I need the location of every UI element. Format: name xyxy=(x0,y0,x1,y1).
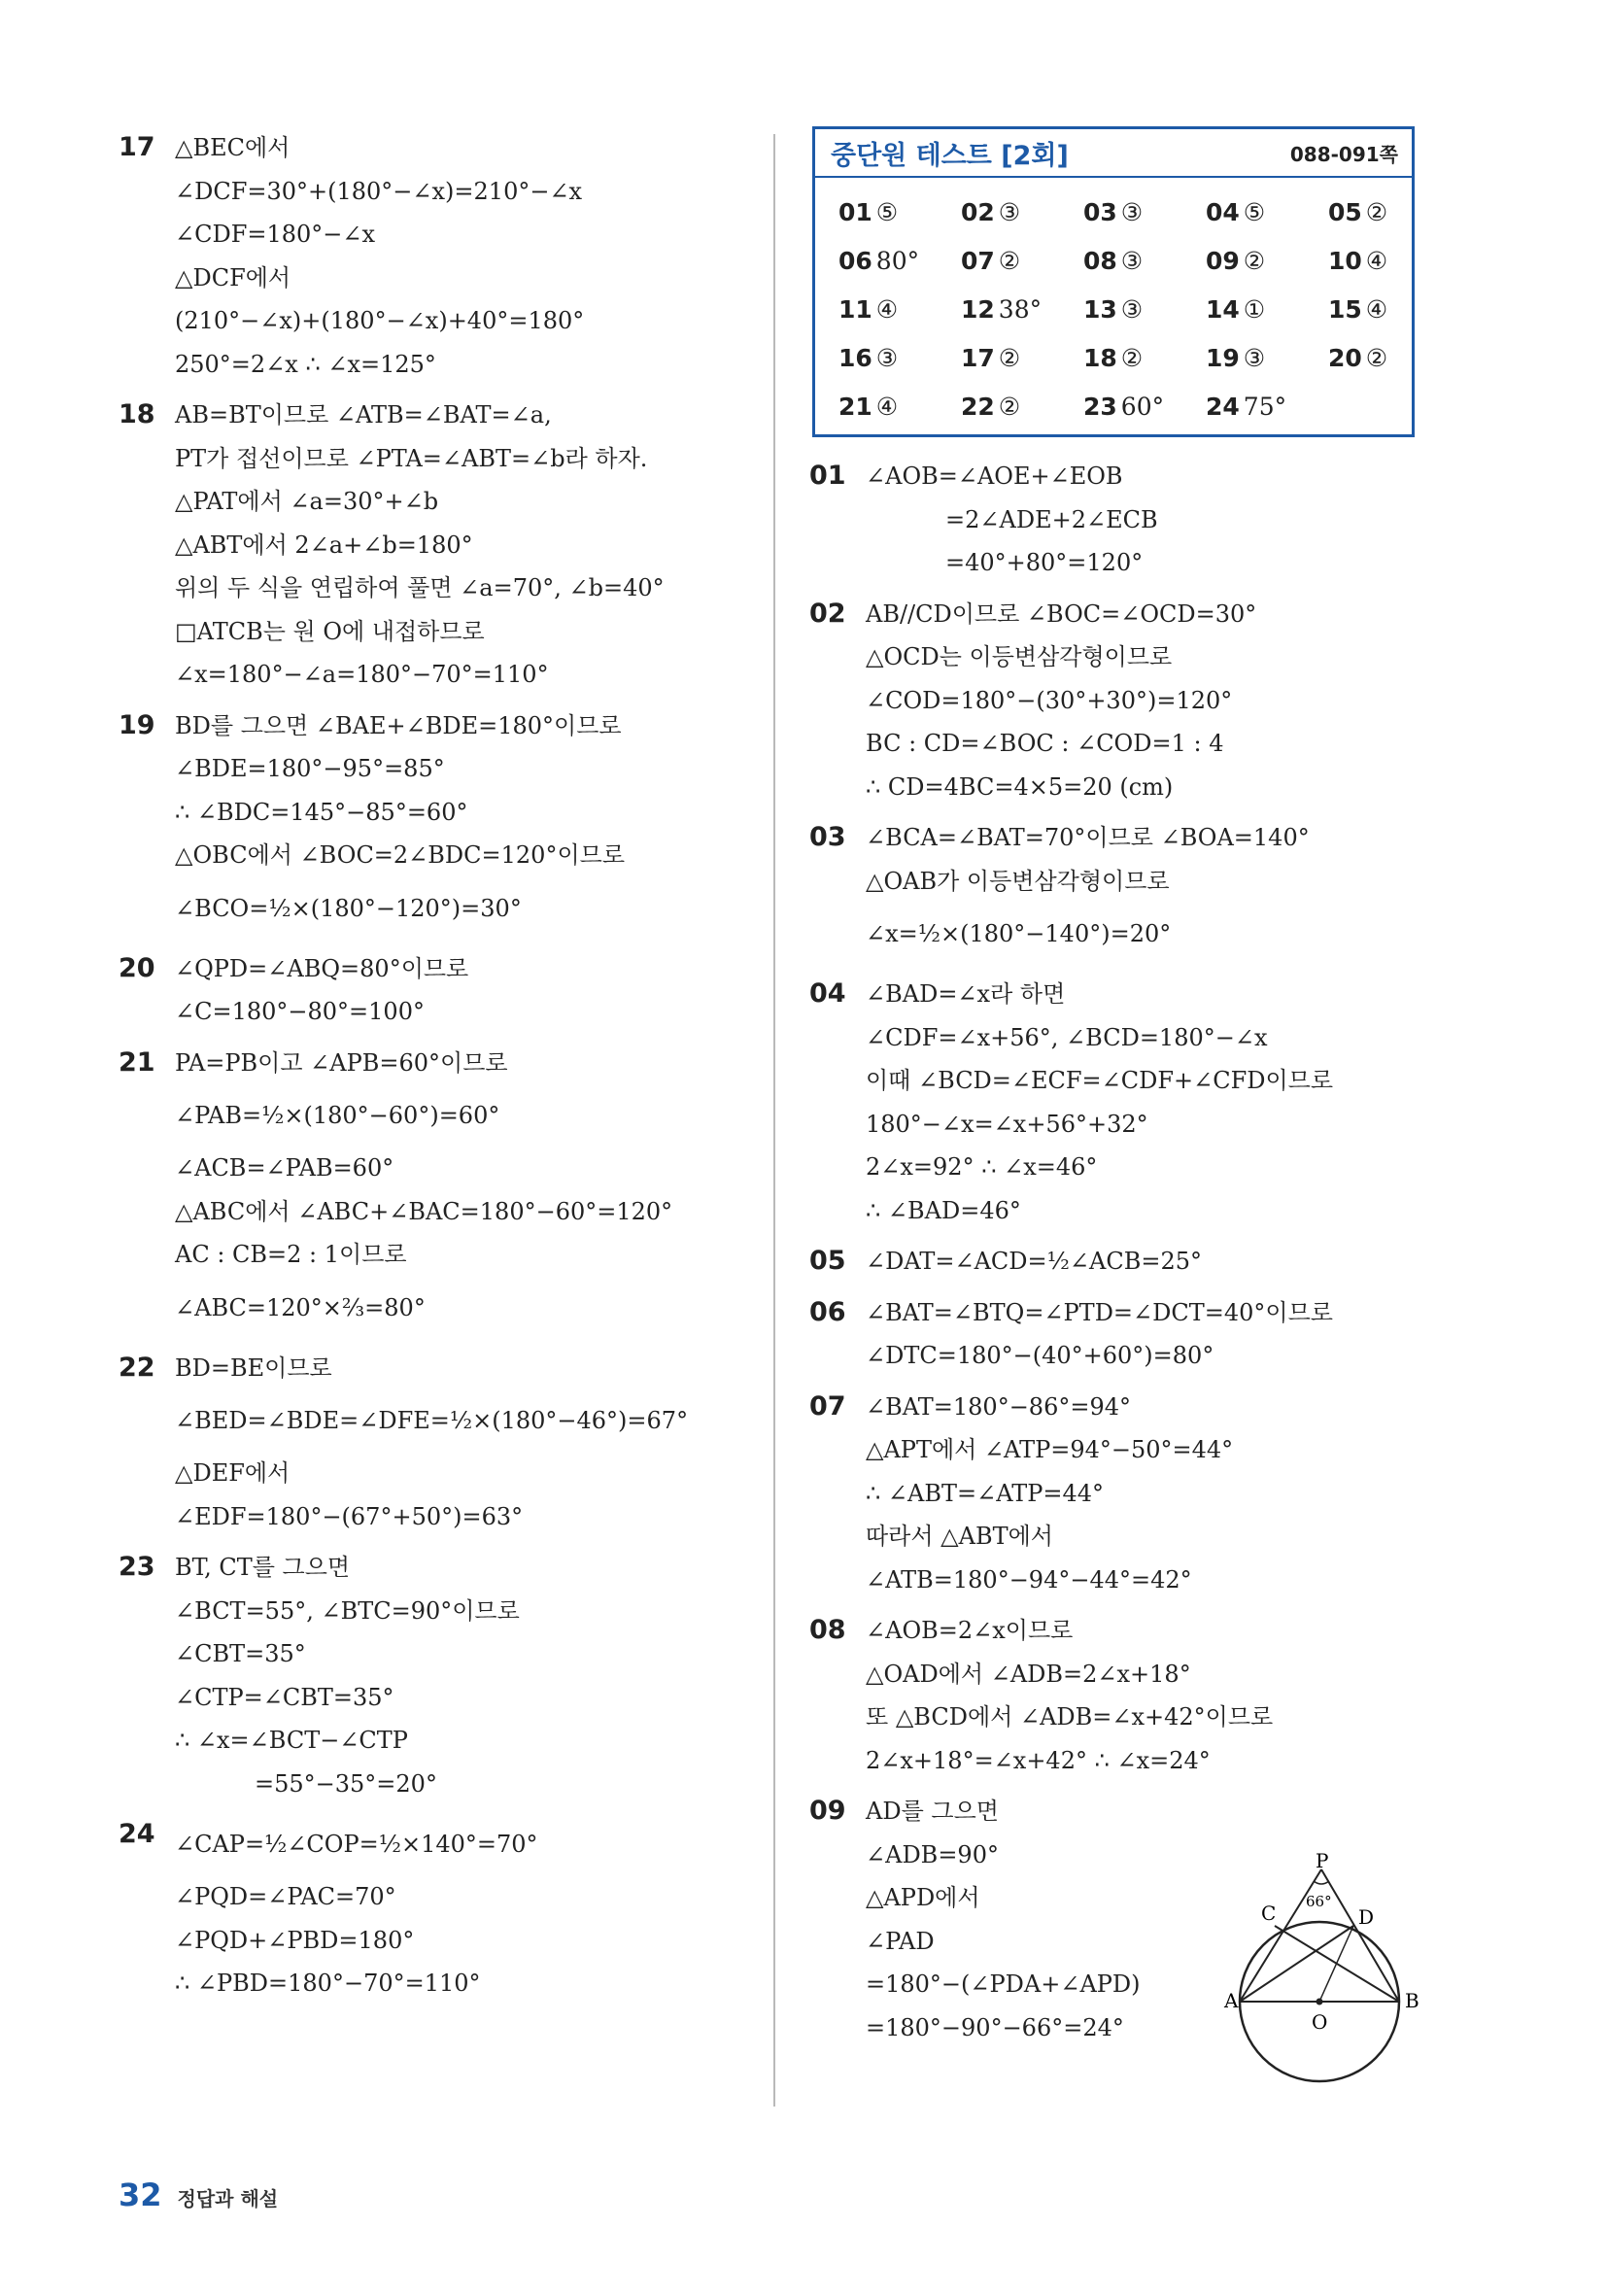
label-angle: 66° xyxy=(1306,1893,1332,1910)
answer-value: ② xyxy=(1365,344,1388,372)
solution-line: △OAD에서 ∠ADB=2∠x+18° xyxy=(866,1660,1191,1688)
solution-line: ∠BAT=∠BTQ=∠PTD=∠DCT=40°이므로 xyxy=(866,1298,1333,1326)
answer-cell xyxy=(1083,191,1206,234)
answer-number: 19 xyxy=(1206,344,1240,372)
answer-cell xyxy=(1328,191,1451,234)
solution-lines xyxy=(866,1386,1441,1602)
answer-grid xyxy=(815,178,1412,428)
solution-22 xyxy=(119,1347,750,1539)
solution-21 xyxy=(119,1042,750,1339)
answer-cell xyxy=(838,191,961,234)
solution-line: ∴ CD=4BC=4×5=20 (cm) xyxy=(866,772,1174,801)
solution-line: ∠BAD=∠x라 하면 xyxy=(866,980,1066,1008)
answer-cell xyxy=(961,191,1083,234)
problem-number: 23 xyxy=(119,1552,155,1582)
answer-value: ① xyxy=(1243,295,1266,324)
solution-line: AB=BT이므로 ∠ATB=∠BAT=∠a, xyxy=(175,401,552,428)
answer-value: ④ xyxy=(875,393,899,421)
problem-number: 01 xyxy=(809,461,846,491)
answer-value: ⑤ xyxy=(1243,198,1266,226)
answer-cell xyxy=(838,240,961,283)
answer-cell xyxy=(1083,337,1206,380)
solution-line: AC : CB=2 : 1이므로 xyxy=(175,1241,407,1268)
unit-test-pages: 088-091쪽 xyxy=(1289,142,1398,166)
solution-05 xyxy=(809,1240,1441,1284)
solution-line: AB//CD이므로 ∠BOC=∠OCD=30° xyxy=(866,600,1257,628)
answer-cell xyxy=(961,289,1083,331)
solution-line: ∠AOB=2∠x이므로 xyxy=(866,1617,1074,1644)
solution-line: =40°+80°=120° xyxy=(945,549,1144,576)
solution-line: =2∠ADE+2∠ECB xyxy=(945,505,1158,533)
answer-cell xyxy=(1083,289,1206,331)
solution-line: 또 △BCD에서 ∠ADB=∠x+42°이므로 xyxy=(866,1703,1274,1731)
right-solutions xyxy=(809,455,1441,2049)
answer-value: ④ xyxy=(875,295,899,324)
answer-number: 22 xyxy=(961,393,995,421)
solution-line: ∠DAT=∠ACD=½∠ACB=25° xyxy=(866,1248,1202,1275)
answer-number: 05 xyxy=(1328,198,1362,226)
solution-line: (210°−∠x)+(180°−∠x)+40°=180° xyxy=(175,307,585,334)
problem-number: 20 xyxy=(119,952,155,983)
solution-line: ∠x=180°−∠a=180°−70°=110° xyxy=(175,661,549,688)
answer-number: 14 xyxy=(1206,295,1240,324)
solution-line: 이때 ∠BCD=∠ECF=∠CDF+∠CFD이므로 xyxy=(866,1067,1334,1094)
answer-value: 75° xyxy=(1243,393,1287,421)
solution-07 xyxy=(809,1386,1441,1602)
solution-lines xyxy=(866,593,1441,809)
label-b: B xyxy=(1405,1989,1419,2012)
line-ap xyxy=(1240,1869,1321,2002)
column-divider xyxy=(773,134,775,2107)
problem-number: 04 xyxy=(809,978,846,1009)
answer-value: 38° xyxy=(998,295,1043,324)
solution-24 xyxy=(119,1813,750,2005)
solution-line: □ATCB는 원 O에 내접하므로 xyxy=(175,617,485,645)
problem-number: 08 xyxy=(809,1615,846,1645)
solution-line: BC : CD=∠BOC : ∠COD=1 : 4 xyxy=(866,730,1224,757)
answer-cell xyxy=(1083,240,1206,283)
solution-line: ∠ABC=120°×⅔=80° xyxy=(175,1293,426,1321)
answer-cell xyxy=(1206,240,1328,283)
solution-line: △ABT에서 2∠a+∠b=180° xyxy=(175,531,473,559)
answer-cell xyxy=(961,386,1083,428)
answer-value: ③ xyxy=(1120,247,1144,275)
solution-line: ∠BDE=180°−95°=85° xyxy=(175,755,445,782)
problem-number: 21 xyxy=(119,1046,155,1078)
solution-lines xyxy=(866,1609,1441,1782)
solution-line: BT, CT를 그으면 xyxy=(175,1554,351,1581)
answer-value: 60° xyxy=(1120,393,1165,421)
solution-lines xyxy=(866,973,1441,1232)
answer-number: 04 xyxy=(1206,198,1240,226)
solution-line: ∠C=180°−80°=100° xyxy=(175,998,425,1025)
solution-line: ∴ ∠BAD=46° xyxy=(866,1196,1021,1224)
problem-number: 03 xyxy=(809,822,846,852)
right-column xyxy=(809,126,1441,2057)
answer-number: 18 xyxy=(1083,344,1117,372)
solution-line: AD를 그으면 xyxy=(866,1798,999,1825)
solution-lines xyxy=(175,947,750,1034)
solution-line: ∠BCO=½×(180°−120°)=30° xyxy=(175,894,522,922)
label-o: O xyxy=(1312,2010,1328,2034)
solution-03 xyxy=(809,816,1441,965)
solution-04 xyxy=(809,973,1441,1232)
problem-number: 05 xyxy=(809,1246,846,1276)
label-p: P xyxy=(1316,1849,1329,1872)
answer-value: 80° xyxy=(875,247,920,275)
answer-cell xyxy=(1206,337,1328,380)
answer-value: ② xyxy=(1120,344,1144,372)
solution-line: ∴ ∠PBD=180°−70°=110° xyxy=(175,1970,481,1997)
solution-02 xyxy=(809,593,1441,809)
answer-number: 06 xyxy=(838,247,872,275)
answer-number: 03 xyxy=(1083,198,1117,226)
solution-line: ∠PQD+∠PBD=180° xyxy=(175,1926,415,1954)
solution-lines xyxy=(175,1813,750,2005)
solution-line: ∠CDF=∠x+56°, ∠BCD=180°−∠x xyxy=(866,1023,1268,1051)
solution-line: 2∠x+18°=∠x+42° ∴ ∠x=24° xyxy=(866,1746,1211,1774)
answer-cell xyxy=(1206,191,1328,234)
solution-line: ∠DTC=180°−(40°+60°)=80° xyxy=(866,1342,1214,1369)
solution-line: BD=BE이므로 xyxy=(175,1354,332,1382)
answer-number: 11 xyxy=(838,295,872,324)
solution-lines xyxy=(866,455,1441,585)
solution-line: BD를 그으면 ∠BAE+∠BDE=180°이므로 xyxy=(175,711,622,739)
answer-cell xyxy=(1083,386,1206,428)
answer-number: 23 xyxy=(1083,393,1117,421)
solution-19 xyxy=(119,704,750,940)
solution-lines xyxy=(175,704,750,940)
answer-value: ④ xyxy=(1365,247,1388,275)
answer-value: ③ xyxy=(1243,344,1266,372)
answer-number: 12 xyxy=(961,295,995,324)
problem-number: 22 xyxy=(119,1352,155,1383)
solution-line: △DCF에서 xyxy=(175,263,291,291)
solution-line: △OAB가 이등변삼각형이므로 xyxy=(866,867,1170,895)
answer-cell xyxy=(1206,289,1328,331)
solution-17 xyxy=(119,126,750,386)
problem-number: 06 xyxy=(809,1296,846,1327)
answer-cell xyxy=(838,386,961,428)
page-label: 정답과 해설 xyxy=(177,2187,279,2210)
solution-lines xyxy=(175,1546,750,1805)
unit-test-answer-box xyxy=(812,126,1415,437)
solution-line: =55°−35°=20° xyxy=(255,1769,437,1798)
answer-cell xyxy=(961,337,1083,380)
answer-value: ③ xyxy=(1120,198,1144,226)
label-a: A xyxy=(1224,1989,1239,2012)
solution-line: ∴ ∠ABT=∠ATP=44° xyxy=(866,1479,1105,1507)
answer-number: 07 xyxy=(961,247,995,275)
page-number: 32 xyxy=(119,2176,162,2213)
solution-line: ∠x=½×(180°−140°)=20° xyxy=(866,920,1172,947)
solution-line: △DEF에서 xyxy=(175,1459,291,1487)
answer-value: ③ xyxy=(875,344,899,372)
solution-line: ∠CAP=½∠COP=½×140°=70° xyxy=(175,1831,538,1858)
problem-number: 18 xyxy=(119,399,155,429)
answer-cell xyxy=(1206,386,1328,428)
answer-number: 10 xyxy=(1328,247,1362,275)
solution-line: △BEC에서 xyxy=(175,134,291,161)
line-bp xyxy=(1321,1869,1399,2002)
solution-line: ∠PAB=½×(180°−60°)=60° xyxy=(175,1102,500,1129)
answer-value: ③ xyxy=(998,198,1021,226)
answer-number: 15 xyxy=(1328,295,1362,324)
answer-value: ③ xyxy=(1120,295,1144,324)
solution-line: ∠COD=180°−(30°+30°)=120° xyxy=(866,686,1233,714)
answer-value: ② xyxy=(998,247,1021,275)
answer-value: ② xyxy=(1365,198,1388,226)
answer-number: 17 xyxy=(961,344,995,372)
solution-line: ∴ ∠BDC=145°−85°=60° xyxy=(175,798,468,826)
label-d: D xyxy=(1358,1905,1375,1929)
solution-lines xyxy=(175,394,750,697)
solution-line: ∠CDF=180°−∠x xyxy=(175,221,376,248)
answer-cell xyxy=(1328,289,1451,331)
solution-lines xyxy=(866,1240,1441,1284)
answer-value: ⑤ xyxy=(875,198,899,226)
solution-lines xyxy=(866,1291,1441,1378)
solution-01 xyxy=(809,455,1441,585)
solution-line: ∠CTP=∠CBT=35° xyxy=(175,1683,394,1711)
solution-20 xyxy=(119,947,750,1034)
answer-cell xyxy=(838,337,961,380)
solution-line: ∠BED=∠BDE=∠DFE=½×(180°−46°)=67° xyxy=(175,1407,689,1434)
solution-08 xyxy=(809,1609,1441,1782)
solution-line: ∠ATB=180°−94°−44°=42° xyxy=(866,1565,1192,1593)
solution-lines xyxy=(175,1347,750,1539)
solution-line: △OBC에서 ∠BOC=2∠BDC=120°이므로 xyxy=(175,841,626,869)
problem-number: 17 xyxy=(119,132,155,162)
solution-line: ∠ADB=90° xyxy=(866,1840,999,1868)
solution-line: 2∠x=92° ∴ ∠x=46° xyxy=(866,1153,1098,1181)
answer-number: 20 xyxy=(1328,344,1362,372)
problem-number: 07 xyxy=(809,1390,846,1422)
label-c: C xyxy=(1261,1902,1277,1925)
solution-lines xyxy=(175,1042,750,1339)
problem-number: 24 xyxy=(119,1819,155,1849)
problem-number: 19 xyxy=(119,709,155,740)
answer-number: 02 xyxy=(961,198,995,226)
solution-line: △ABC에서 ∠ABC+∠BAC=180°−60°=120° xyxy=(175,1197,673,1225)
left-column xyxy=(119,126,750,2013)
solution-line: 위의 두 식을 연립하여 풀면 ∠a=70°, ∠b=40° xyxy=(175,574,665,601)
solution-line: ∠BCT=55°, ∠BTC=90°이므로 xyxy=(175,1596,520,1625)
solution-line: =180°−(∠PDA+∠APD) xyxy=(866,1970,1141,1998)
answer-number: 21 xyxy=(838,393,872,421)
answer-number: 24 xyxy=(1206,393,1240,421)
answer-number: 08 xyxy=(1083,247,1117,275)
solution-line: 250°=2∠x ∴ ∠x=125° xyxy=(175,350,436,378)
solution-line: ∠PAD xyxy=(866,1927,935,1955)
answer-value: ② xyxy=(1243,247,1266,275)
solution-line: △OCD는 이등변삼각형이므로 xyxy=(866,643,1173,670)
solution-line: 따라서 △ABT에서 xyxy=(866,1523,1053,1550)
answer-cell xyxy=(1328,240,1451,283)
solution-line: ∴ ∠x=∠BCT−∠CTP xyxy=(175,1727,408,1754)
problem-number: 02 xyxy=(809,598,846,629)
answer-number: 01 xyxy=(838,198,872,226)
answer-number: 09 xyxy=(1206,247,1240,275)
solution-line: PT가 접선이므로 ∠PTA=∠ABT=∠b라 하자. xyxy=(175,444,648,472)
solution-line: ∠CBT=35° xyxy=(175,1640,306,1667)
angle-arc xyxy=(1314,1881,1329,1884)
answer-value: ④ xyxy=(1365,295,1388,324)
problem-number: 09 xyxy=(809,1796,846,1826)
solution-line: △APT에서 ∠ATP=94°−50°=44° xyxy=(866,1436,1234,1463)
solution-06 xyxy=(809,1291,1441,1378)
solution-line: ∠PQD=∠PAC=70° xyxy=(175,1883,396,1910)
center-point xyxy=(1316,1999,1323,2005)
unit-test-title: 중단원 테스트 [2회] xyxy=(831,140,1069,171)
solution-line: ∠ACB=∠PAB=60° xyxy=(175,1154,394,1182)
solution-line: ∠DCF=30°+(180°−∠x)=210°−∠x xyxy=(175,177,583,205)
solution-line: ∠BAT=180°−86°=94° xyxy=(866,1392,1131,1421)
solution-line: ∠BCA=∠BAT=70°이므로 ∠BOA=140° xyxy=(866,824,1310,851)
circle-diagram xyxy=(1224,1849,1426,2081)
solution-line: =180°−90°−66°=24° xyxy=(866,2013,1124,2041)
solution-line: △APD에서 xyxy=(866,1884,980,1911)
solution-line: △PAT에서 ∠a=30°+∠b xyxy=(175,488,439,515)
solution-line: ∠QPD=∠ABQ=80°이므로 xyxy=(175,954,469,982)
solution-line: 180°−∠x=∠x+56°+32° xyxy=(866,1110,1148,1138)
solution-line: ∠AOB=∠AOE+∠EOB xyxy=(866,463,1123,490)
answer-cell xyxy=(1328,337,1451,380)
answer-number: 13 xyxy=(1083,295,1117,324)
unit-test-header xyxy=(815,129,1412,178)
page-footer xyxy=(119,2176,278,2213)
solution-lines xyxy=(175,126,750,386)
answer-value: ② xyxy=(998,344,1021,372)
solution-18 xyxy=(119,394,750,697)
answer-cell xyxy=(961,240,1083,283)
answer-value: ② xyxy=(998,393,1021,421)
answer-number: 16 xyxy=(838,344,872,372)
solution-line: ∠EDF=180°−(67°+50°)=63° xyxy=(175,1502,524,1530)
solution-line: PA=PB이고 ∠APB=60°이므로 xyxy=(175,1048,508,1077)
answer-cell xyxy=(838,289,961,331)
solution-lines xyxy=(866,816,1441,965)
solution-23 xyxy=(119,1546,750,1805)
